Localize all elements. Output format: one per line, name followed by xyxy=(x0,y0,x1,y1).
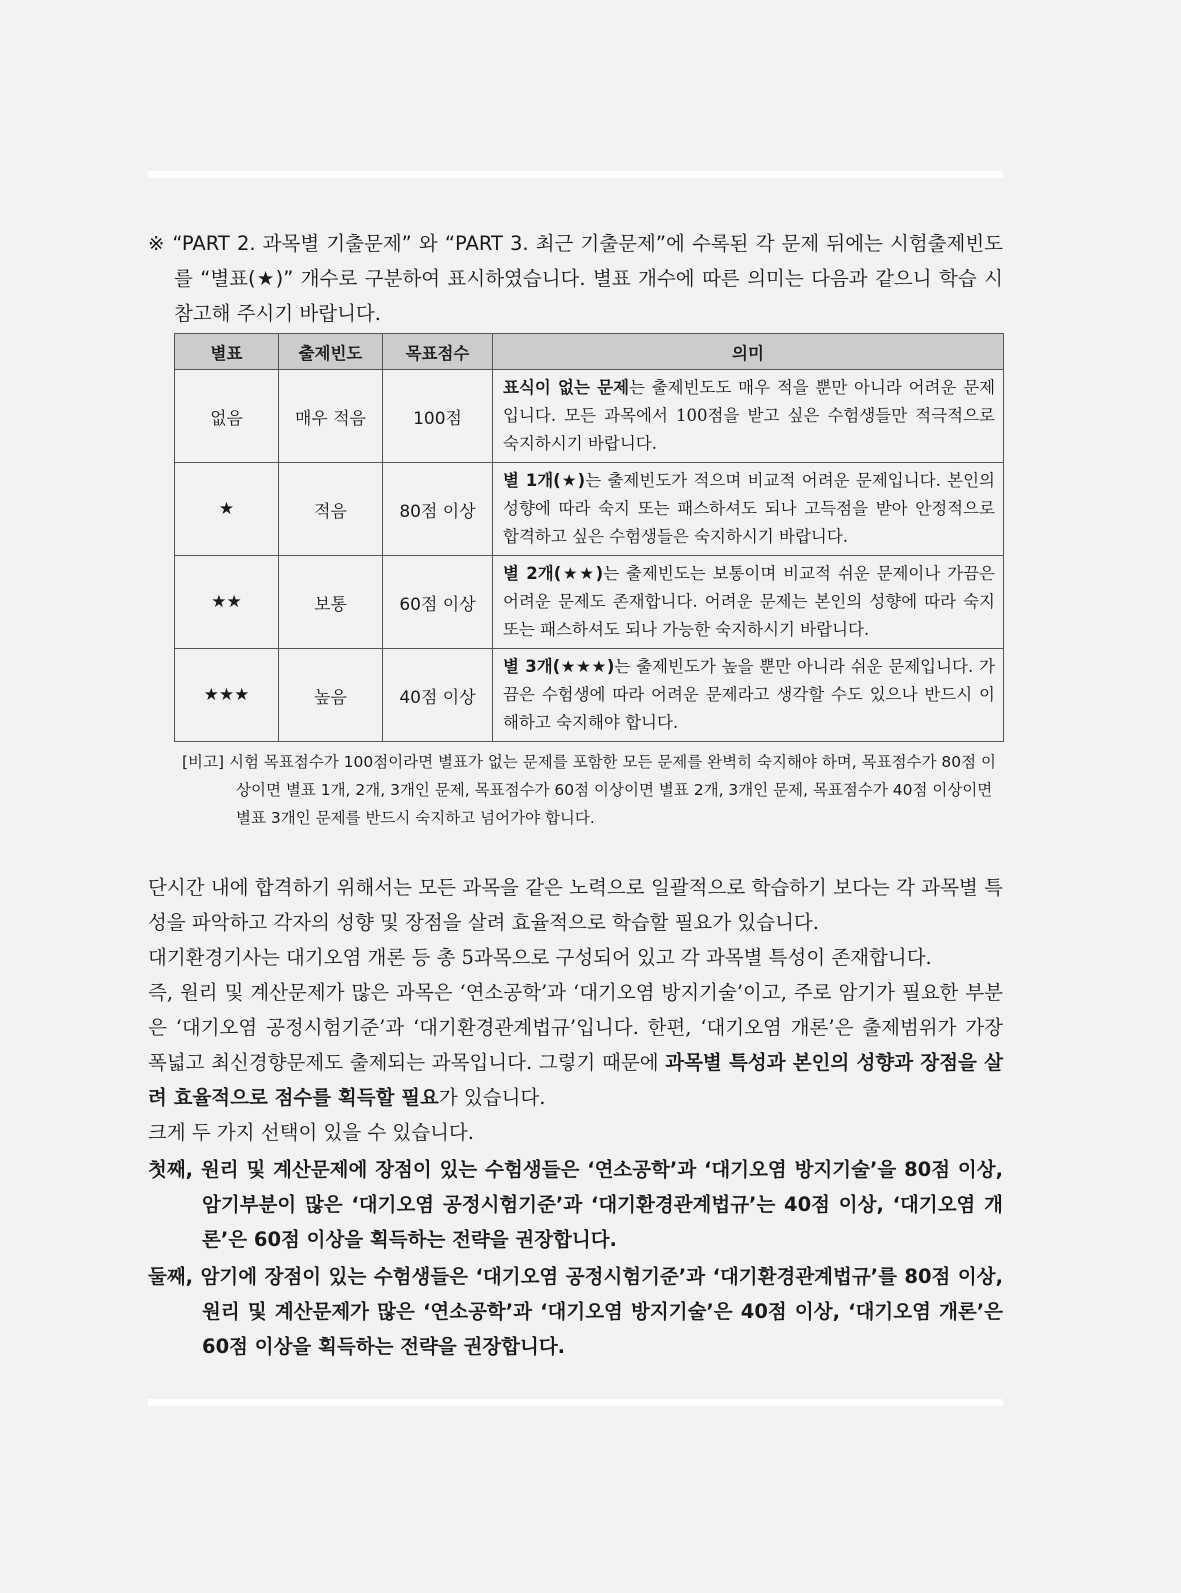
option-first: 첫째, 원리 및 계산문제에 장점이 있는 수험생들은 ‘연소공학’과 ‘대기오염 방지기술’을 80점 이상, 암기부분이 많은 ‘대기오염 공정시험기준’과 ‘대기환경관계법규’는 40점 이상, ‘대기오염 개론’은 60점 이상을 획득하는 전략을 권장합니다. xyxy=(148,1158,1003,1251)
meaning-lead: 별 2개(★★) xyxy=(503,564,604,583)
meaning-text: 는 출제빈도는 보통이며 비교적 쉬운 문제이나 가끔은 어려운 문제도 존재합니다. 어려운 문제는 본인의 성향에 따라 숙지 또는 패스하셔도 되나 가능한 숙지하시기 바랍니다. xyxy=(503,564,995,639)
meaning-text: 는 출제빈도가 높을 뿐만 아니라 쉬운 문제입니다. 가끔은 수험생에 따라 어려운 문제라고 생각할 수도 있으나 반드시 이해하고 숙지해야 합니다. xyxy=(503,657,995,732)
cell-stars: 없음 xyxy=(175,370,279,463)
cell-score: 100점 xyxy=(383,370,493,463)
table-row xyxy=(175,556,1004,649)
header-meaning: 의미 xyxy=(493,334,1004,370)
cell-score: 60점 이상 xyxy=(383,556,493,649)
intro-text-1: 에 수록된 각 문제 뒤에는 시험출제빈도를 xyxy=(174,232,1004,290)
cell-frequency: 보통 xyxy=(279,556,383,649)
intro-conj: 와 xyxy=(411,232,445,255)
cell-stars: ★★ xyxy=(175,556,279,649)
option-second: 둘째, 암기에 장점이 있는 수험생들은 ‘대기오염 공정시험기준’과 ‘대기환경관계법규’를 80점 이상, 원리 및 계산문제가 많은 ‘연소공학’과 ‘대기오염 방지기술’은 40점 이상, ‘대기오염 개론’은 60점 이상을 획득하는 전략을 권장합니다. xyxy=(148,1265,1003,1358)
cell-score: 40점 이상 xyxy=(383,649,493,742)
cell-frequency: 높음 xyxy=(279,649,383,742)
table-row xyxy=(175,463,1004,556)
body-paragraph-4: 크게 두 가지 선택이 있을 수 있습니다. xyxy=(148,1121,474,1144)
header-stars: 별표 xyxy=(175,334,279,370)
cell-stars: ★ xyxy=(175,463,279,556)
p3-emphasis: 과목별 특성과 본인의 성향과 장점을 살려 효율적으로 점수를 획득할 필요 xyxy=(148,1051,1003,1109)
table-row xyxy=(175,370,1004,463)
star-rating-table xyxy=(174,333,1004,742)
table-row xyxy=(175,649,1004,742)
star-mark-label: “별표(★)” xyxy=(200,267,294,290)
body-text xyxy=(148,870,1003,1364)
table-remark: [비고] 시험 목표점수가 100점이라면 별표가 없는 문제를 포함한 모든 문제를 완벽히 숙지해야 하며, 목표점수가 80점 이상이면 별표 1개, 2개, 3개인 문제, 목표점수가 60점 이상이면 별표 2개, 3개인 문제, 목표점수가 40점 이상이면 별표 3개인 문제를 반드시 숙지하고 넘어가야 합니다. xyxy=(182,753,997,827)
meaning-lead: 별 3개(★★★) xyxy=(503,657,615,676)
cell-meaning xyxy=(493,649,1004,742)
header-target-score: 목표점수 xyxy=(383,334,493,370)
cell-meaning xyxy=(493,556,1004,649)
meaning-lead: 표식이 없는 문제 xyxy=(503,378,630,397)
intro-text-2: 개수로 구분하여 표시하였습니다. 별표 개수에 따른 의미는 다음과 같으니 학습 시 참고해 주시기 바랍니다. xyxy=(174,267,1003,325)
body-paragraph-1: 단시간 내에 합격하기 위해서는 모든 과목을 같은 노력으로 일괄적으로 학습하기 보다는 각 과목별 특성을 파악하고 각자의 성향 및 장점을 살려 효율적으로 학습할 필요가 있습니다. xyxy=(148,876,1003,934)
cell-frequency: 매우 적음 xyxy=(279,370,383,463)
meaning-text: 는 출제빈도가 적으며 비교적 어려운 문제입니다. 본인의 성향에 따라 숙지 또는 패스하셔도 되나 고득점을 받아 안정적으로 합격하고 싶은 수험생들은 숙지하시기 바랍니다. xyxy=(503,471,995,546)
reference-mark: ※ xyxy=(148,232,166,255)
header-frequency: 출제빈도 xyxy=(279,334,383,370)
meaning-text: 는 출제빈도도 매우 적을 뿐만 아니라 어려운 문제입니다. 모든 과목에서 100점을 받고 싶은 수험생들만 적극적으로 숙지하시기 바랍니다. xyxy=(503,378,996,453)
cell-frequency: 적음 xyxy=(279,463,383,556)
p3-text-c: 가 있습니다. xyxy=(438,1086,546,1109)
top-rule xyxy=(148,171,1003,178)
cell-score: 80점 이상 xyxy=(383,463,493,556)
cell-stars: ★★★ xyxy=(175,649,279,742)
cell-meaning xyxy=(493,463,1004,556)
p3-text-a: 즉, 원리 및 계산문제가 많은 과목은 ‘연소공학’과 ‘대기오염 방지기술’이고, 주로 암기가 필요한 부분은 ‘대기오염 공정시험기준’과 ‘대기환경관계법규’입니다. 한편, ‘대기오염 개론’은 출제범위가 가장 폭넓고 최신경향문제도 출제되는 과목입니다. 그렇기 때문에 xyxy=(148,981,1003,1074)
part3-title: “PART 3. 최근 기출문제” xyxy=(444,232,666,255)
body-paragraph-2: 대기환경기사는 대기오염 개론 등 총 5과목으로 구성되어 있고 각 과목별 특성이 존재합니다. xyxy=(148,946,932,969)
part2-title: “PART 2. 과목별 기출문제” xyxy=(172,232,412,255)
bottom-rule xyxy=(148,1399,1003,1406)
table-header-row xyxy=(175,334,1004,370)
body-paragraph-3 xyxy=(148,975,1003,1115)
cell-meaning xyxy=(493,370,1004,463)
meaning-lead: 별 1개(★) xyxy=(503,471,586,490)
intro-paragraph xyxy=(148,226,1003,331)
